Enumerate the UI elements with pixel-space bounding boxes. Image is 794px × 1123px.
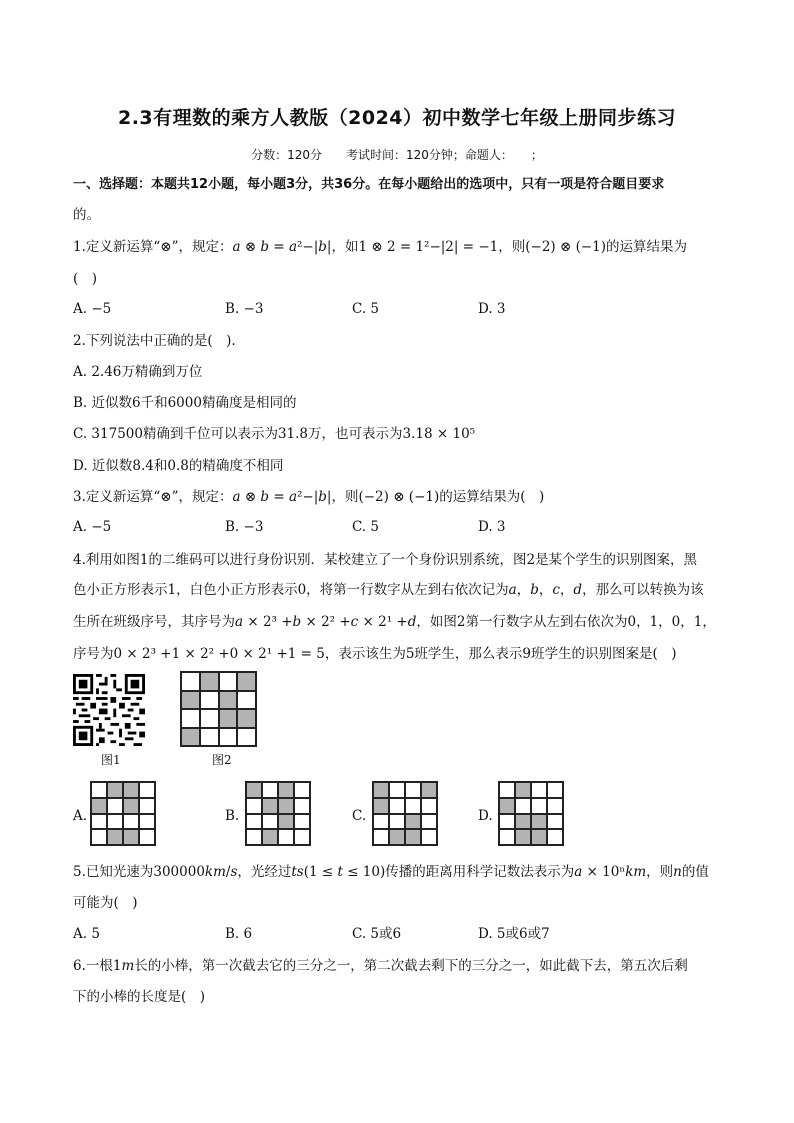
- q1-option-b: B. −3: [225, 301, 264, 317]
- option-c-cell: [373, 829, 389, 845]
- figure-1-label: 图1: [101, 753, 121, 767]
- question-6-stem-cont: 下的小棒的长度是( ): [73, 989, 206, 1005]
- figure-2-cell: [200, 709, 219, 728]
- option-a-cell: [91, 829, 107, 845]
- section-heading-cont: 的。: [73, 207, 100, 223]
- q3-option-b: B. −3: [225, 519, 264, 535]
- option-c-cell: [405, 782, 421, 798]
- question-5-stem: 5.已知光速为300000𝑘𝑚/𝑠，光经过𝑡𝑠(1 ≤ 𝑡 ≤ 10)传播的距离用科学记数法表示为𝑎 × 10ⁿ𝑘𝑚，则𝑛的值: [73, 864, 709, 880]
- q3-option-c: C. 5: [352, 519, 380, 535]
- figure-2-cell: [200, 672, 219, 691]
- option-d-cell: [547, 814, 563, 830]
- option-d-cell: [531, 814, 547, 830]
- option-d-cell: [547, 782, 563, 798]
- q5-option-b: B. 6: [225, 926, 253, 942]
- section-heading: 一、选择题：本题共12小题，每小题3分，共36分。在每小题给出的选项中，只有一项是符合题目要求: [73, 177, 665, 192]
- option-a-cell: [91, 782, 107, 798]
- option-d-cell: [515, 829, 531, 845]
- option-a-cell: [139, 782, 155, 798]
- option-c-cell: [389, 798, 405, 814]
- option-b-cell: [262, 829, 278, 845]
- option-b-cell: [246, 798, 262, 814]
- option-c-cell: [373, 782, 389, 798]
- option-d-cell: [531, 782, 547, 798]
- option-a-cell: [123, 829, 139, 845]
- option-c-cell: [405, 798, 421, 814]
- figure-2-cell: [181, 728, 200, 747]
- question-1-stem-cont: ( ): [73, 271, 98, 287]
- q5-option-a: A. 5: [73, 926, 100, 942]
- option-d-cell: [499, 829, 515, 845]
- q4-option-a-label: A.: [73, 808, 88, 824]
- option-c-cell: [373, 814, 389, 830]
- q4-option-d-grid: [498, 781, 564, 846]
- question-4-stem: 4.利用如图1的二维码可以进行身份识别．某校建立了一个身份识别系统，图2是某个学生的识别图案，黑: [73, 552, 698, 568]
- q4-option-d-label: D.: [478, 808, 493, 824]
- option-c-cell: [421, 782, 437, 798]
- q2-option-b: B. 近似数6千和6000精确度是相同的: [73, 395, 297, 411]
- option-d-cell: [515, 798, 531, 814]
- option-b-cell: [278, 798, 294, 814]
- option-c-cell: [373, 798, 389, 814]
- figure-2-cell: [237, 691, 256, 710]
- option-b-cell: [294, 798, 310, 814]
- option-b-cell: [294, 814, 310, 830]
- option-c-cell: [389, 814, 405, 830]
- question-4-stem-cont2: 生所在班级序号，其序号为𝑎 × 2³ +𝑏 × 2² +𝑐 × 2¹ +𝑑，如图2第一行数字从左到右依次为0，1，0，1，: [73, 614, 716, 630]
- option-a-cell: [139, 798, 155, 814]
- option-b-cell: [262, 814, 278, 830]
- option-d-cell: [515, 782, 531, 798]
- question-4-stem-cont3: 序号为0 × 2³ +1 × 2² +0 × 2¹ +1 = 5，表示该生为5班学生，那么表示9班学生的识别图案是( ): [73, 646, 677, 662]
- figure-2-cell: [237, 709, 256, 728]
- q4-option-b-grid: [245, 781, 311, 846]
- question-4-stem-cont1: 色小正方形表示1，白色小正方形表示0，将第一行数字从左到右依次记为𝑎，𝑏，𝑐，𝑑，那么可以转换为该: [73, 582, 704, 598]
- q1-option-a: A. −5: [73, 301, 112, 317]
- q2-option-a: A. 2.46万精确到万位: [73, 364, 203, 380]
- option-d-cell: [499, 814, 515, 830]
- option-a-cell: [91, 814, 107, 830]
- question-3-stem: 3.定义新运算“⊗”，规定：𝑎 ⊗ 𝑏 = 𝑎²−|𝑏|，则(−2) ⊗ (−1)的运算结果为( ): [73, 489, 545, 505]
- question-6-stem: 6.一根1𝑚长的小棒，第一次截去它的三分之一，第二次截去剩下的三分之一，如此截下去，第五次后剩: [73, 958, 688, 974]
- figure-2-cell: [237, 728, 256, 747]
- q5-option-d: D. 5或6或7: [478, 926, 550, 942]
- option-d-cell: [515, 814, 531, 830]
- question-5-stem-cont: 可能为( ): [73, 895, 138, 911]
- figure-2-grid: [180, 671, 257, 747]
- q3-option-d: D. 3: [478, 519, 506, 535]
- q5-option-c: C. 5或6: [352, 926, 402, 942]
- figure-2-cell: [219, 728, 238, 747]
- figure-2-cell: [219, 672, 238, 691]
- option-a-cell: [123, 782, 139, 798]
- option-b-cell: [246, 814, 262, 830]
- option-b-cell: [262, 798, 278, 814]
- qr-code-icon: [72, 674, 146, 746]
- option-a-cell: [107, 829, 123, 845]
- option-b-cell: [278, 829, 294, 845]
- option-d-cell: [499, 782, 515, 798]
- question-1-stem: 1.定义新运算“⊗”，规定：𝑎 ⊗ 𝑏 = 𝑎²−|𝑏|，如1 ⊗ 2 = 1²−|2| = −1，则(−2) ⊗ (−1)的运算结果为: [73, 239, 688, 255]
- option-b-cell: [278, 814, 294, 830]
- figure-2-cell: [181, 709, 200, 728]
- option-d-cell: [499, 798, 515, 814]
- option-d-cell: [547, 798, 563, 814]
- figure-2-cell: [219, 691, 238, 710]
- option-b-cell: [278, 782, 294, 798]
- option-d-cell: [531, 798, 547, 814]
- q1-option-d: D. 3: [478, 301, 506, 317]
- question-2-stem: 2.下列说法中正确的是( ).: [73, 333, 236, 349]
- option-a-cell: [107, 782, 123, 798]
- option-c-cell: [405, 814, 421, 830]
- q1-option-c: C. 5: [352, 301, 380, 317]
- exam-info: 分数：120分 考试时间：120分钟；命题人： ；: [251, 148, 543, 162]
- q2-option-d: D. 近似数8.4和0.8的精确度不相同: [73, 458, 284, 474]
- option-a-cell: [139, 814, 155, 830]
- figure-2-cell: [181, 691, 200, 710]
- option-d-cell: [531, 829, 547, 845]
- q4-option-a-grid: [90, 781, 156, 846]
- option-a-cell: [123, 814, 139, 830]
- option-b-cell: [294, 782, 310, 798]
- q4-option-b-label: B.: [225, 808, 240, 824]
- option-a-cell: [123, 798, 139, 814]
- option-c-cell: [421, 798, 437, 814]
- option-c-cell: [405, 829, 421, 845]
- option-c-cell: [389, 829, 405, 845]
- option-b-cell: [262, 782, 278, 798]
- option-b-cell: [294, 829, 310, 845]
- option-a-cell: [91, 798, 107, 814]
- q3-option-a: A. −5: [73, 519, 112, 535]
- figure-2-cell: [200, 728, 219, 747]
- option-a-cell: [107, 814, 123, 830]
- figure-2-cell: [200, 691, 219, 710]
- figure-2-cell: [181, 672, 200, 691]
- figure-2-label: 图2: [212, 753, 232, 767]
- q2-option-c: C. 317500精确到千位可以表示为31.8万，也可表示为3.18 × 10⁵: [73, 426, 476, 442]
- option-c-cell: [421, 829, 437, 845]
- option-b-cell: [246, 782, 262, 798]
- q4-option-c-label: C.: [352, 808, 367, 824]
- option-d-cell: [547, 829, 563, 845]
- option-a-cell: [139, 829, 155, 845]
- figure-2-cell: [237, 672, 256, 691]
- page-title: 2.3有理数的乘方人教版（2024）初中数学七年级上册同步练习: [117, 107, 677, 129]
- option-c-cell: [389, 782, 405, 798]
- option-c-cell: [421, 814, 437, 830]
- option-b-cell: [246, 829, 262, 845]
- option-a-cell: [107, 798, 123, 814]
- figure-2-cell: [219, 709, 238, 728]
- q4-option-c-grid: [372, 781, 438, 846]
